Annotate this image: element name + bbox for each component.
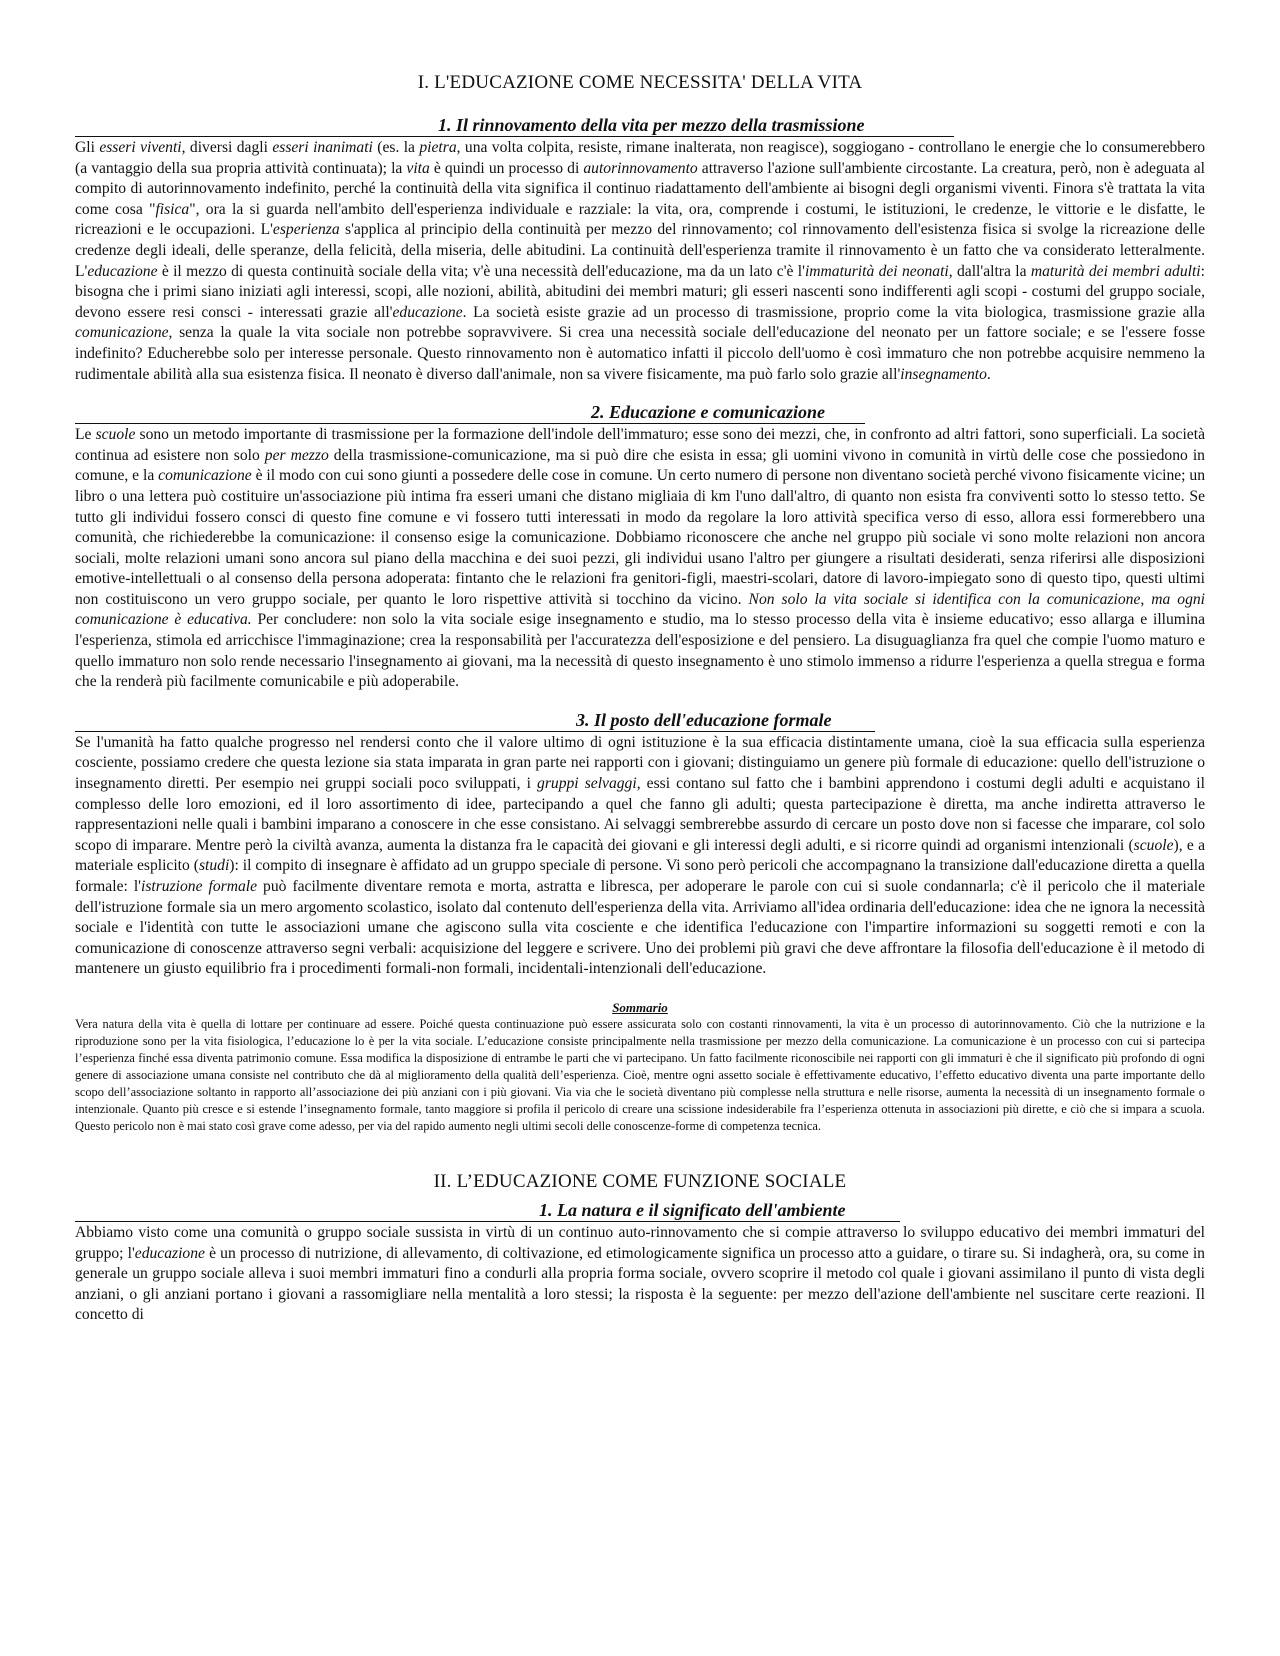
text-run: può facilmente diventare remota e morta, astratta e libresca, per adoperare le parole con cui si suole condannarla; c'è il pericolo che il materiale dell'istruzione formale sia un mero argomento scolastico, isolato dal contenuto dell'esperienza della vita. Arriviamo all'idea ordinaria dell'educazione: idea che ne ignora la necessità sociale e l'identità con tutte le associazioni umane che agiscono sulla vita cosciente e che identifica l'educazione con l'impartire informazioni su soggetti remoti e con la comunicazione di conoscenze attraverso segni verbali: acquisizione del leggere e scrivere. Uno dei problemi più gravi che deve affrontare la filosofia dell'educazione è il metodo di mantenere un giusto equilibrio fra i procedimenti formali-non formali, incidentali-intenzionali dell'educazione.: [75, 878, 1205, 978]
italic-text-run: educazione: [134, 1244, 205, 1262]
chapter-title: II. L’EDUCAZIONE COME FUNZIONE SOCIALE: [433, 1170, 847, 1192]
chapter-title: I. L'EDUCAZIONE COME NECESSITA' DELLA VITA: [417, 72, 863, 93]
italic-text-run: autorinnovamento: [583, 159, 698, 177]
italic-text-run: scuole: [95, 426, 136, 444]
text-run: : bisogna che i primi siano iniziati agli interessi, scopi, alle nozioni, abilità, abitudini dei membri maturi; gli esseri nascenti sono indifferenti agli scopi - costumi del gruppo sociale, devono essere resi consci - interessati grazie all': [75, 262, 1205, 321]
summary-heading: Sommario: [612, 999, 668, 1015]
text-run: è il modo con cui sono giunti a possedere delle cose in comune. Un certo numero di persone non diventano società perché vivono fisicamente vicine; un libro o una lettera può costituire un'associazione più intima fra esseri umani che distano migliaia di km l'uno dall'altro, di quanto non esista fra conviventi sotto lo stesso tetto. Se tutto gli individui fossero consci di questo fine comune e vi fossero tutti interessati in modo da regolare la loro attività specifica verso di esso, allora essi formerebbero una comunità, che richiederebbe la comunicazione: il consenso esige la comunicazione. Dobbiamo riconoscere che anche nel gruppo più sociale vi sono molte relazioni non ancora sociali, molte relazioni umani sono ancora sul piano della macchina e dei suoi pezzi, gli individui usano l'altro per giungere a risultati desiderati, senza riferirsi alle disposizioni emotive-intellettuali o al consenso della persona adoperata: fintanto che le relazioni fra genitori-figli, maestri-scolari, datore di lavoro-impiegato sono di questo tipo, questi ultimi non costituiscono un vero gruppo sociale, per quanto le loro rispettive attività si tocchino da vicino.: [75, 467, 1205, 608]
italic-text-run: studi: [198, 857, 230, 875]
italic-text-run: pietra: [419, 139, 457, 156]
italic-text-run: immaturità dei neonati: [804, 262, 949, 280]
text-run: ), e a materiale esplicito (: [75, 836, 1205, 875]
text-run: della trasmissione-comunicazione, ma si può dire che esista in essa; gli uomini vivono in comunità in virtù delle cose che possiedono in comune, e la: [75, 446, 1205, 485]
italic-text-run: scuole: [1133, 836, 1174, 854]
text-run: è il mezzo di questa continuità sociale della vita; v'è una necessità dell'educazione, ma da un lato c'è l': [157, 262, 805, 280]
text-run: . La società esiste grazie ad un processo di trasmissione, proprio come la vita biologica, trasmissione grazie alla: [462, 303, 1205, 321]
heading-underline: [75, 136, 954, 137]
italic-text-run: Non solo la vita sociale si identifica con la comunicazione, ma ogni comunicazione è educativa.: [75, 590, 1205, 629]
italic-text-run: educazione: [87, 262, 158, 280]
italic-text-run: maturità dei membri adulti: [1030, 262, 1201, 280]
section-paragraph: [75, 425, 1205, 693]
section-paragraph: [75, 138, 1205, 385]
section-paragraph: [75, 733, 1205, 980]
italic-text-run: esseri viventi: [99, 139, 182, 156]
heading-underline: [75, 731, 875, 732]
section-title: 3. Il posto dell'educazione formale: [576, 709, 832, 730]
heading-underline: [75, 423, 865, 424]
text-run: .: [986, 365, 991, 383]
text-run: (es. la: [372, 139, 420, 156]
text-run: Abbiamo visto come una comunità o gruppo sociale sussista in virtù di un continuo auto-rinnovamento che si compie attraverso lo sviluppo educativo dei membri immaturi del gruppo; l': [75, 1223, 1205, 1262]
text-run: ", ora la si guarda nell'ambito dell'esperienza individuale e razziale: la vita, ora, comprende i costumi, le istituzioni, le credenze, le vittorie e le disfatte, le ricreazioni e le occupazioni. L': [75, 200, 1205, 239]
text-run: è un processo di nutrizione, di allevamento, di coltivazione, ed etimologicamente significa un processo atto a guidare, o tirare su. Si indagherà, ora, su come in generale un gruppo sociale alleva i suoi membri immaturi fino a condurli alla propria forma sociale, ovvero scoprire il metodo col quale i giovani assimilano il punto di vista degli anziani, o gli anziani portano i giovani a rassomigliare nella mentalità a loro stessi; la risposta è la seguente: per mezzo dell'azione dell'ambiente nel suscitare certe reazioni. Il concetto di: [75, 1244, 1205, 1324]
section-title: 2. Educazione e comunicazione: [591, 402, 826, 423]
italic-text-run: insegnamento: [900, 365, 987, 383]
text-run: Se l'umanità ha fatto qualche progresso nel rendersi conto che il valore ultimo di ogni istituzione è la sua efficacia distintamente umana, cioè la sua efficacia sulla esperienza cosciente, possiamo credere che questa lezione sia stata imparata in gran parte nei rapporti con i giovani; distinguiamo un genere più formale di educazione: quello dell'istruzione o insegnamento diretti. Per esempio nei gruppi sociali poco sviluppati, i: [75, 733, 1205, 793]
italic-text-run: per mezzo: [264, 446, 329, 464]
text-run: , essi contano sul fatto che i bambini apprendono i costumi degli adulti e acquistano il complesso delle loro emozioni, ed il loro assortimento di idee, partecipando a quel che fanno gli adulti; questa partecipazione è diretta, ma anche indiretta attraverso le rappresentazioni nelle quali i bambini imparano a conoscere in che esse consistano. Ai selvaggi sembrerebbe assurdo di cercare un posto dove non si facesse che imparare, col solo scopo di imparare. Mentre però la civiltà avanza, aumenta la distanza fra le capacità dei giovani e gli interessi degli adulti, e si ricorre quindi ad organismi intenzionali (: [75, 775, 1205, 854]
italic-text-run: comunicazione: [75, 324, 169, 342]
section-heading: [75, 711, 1205, 733]
italic-text-run: istruzione formale: [140, 878, 258, 895]
section-heading: [75, 116, 1205, 138]
italic-text-run: esseri inanimati: [272, 139, 373, 156]
italic-text-run: gruppi selvaggi: [537, 775, 637, 793]
section-heading: [75, 1201, 1205, 1223]
text-run: sono un metodo importante di trasmissione per la formazione dell'indole dell'immaturo; esse sono dei mezzi, che, in confronto ad altri fattori, sono superficiali. La società continua ad esistere non solo: [75, 426, 1205, 464]
italic-text-run: comunicazione: [158, 467, 252, 485]
text-run: , una volta colpita, resiste, rimane inalterata, non reagisce), soggiogano - controllano le energie che lo consumerebbero (a vantaggio della sua propria attività continuata); la: [75, 139, 1205, 177]
italic-text-run: esperienza: [272, 221, 340, 239]
text-run: Gli: [75, 139, 100, 156]
section-title: 1. Il rinnovamento della vita per mezzo della trasmissione: [438, 115, 865, 135]
text-run: Per concludere: non solo la vita sociale esige insegnamento e studio, ma lo stesso processo della vita è insieme educativo; esso allarga e illumina l'esperienza, stimola ed arricchisce l'immaginazione; crea la responsabilità per l'accuratezza dell'esposizione e del pensiero. La disuguaglianza fra quel che compie l'uomo maturo e quello immaturo non solo rende necessario l'insegnamento ai giovani, ma la necessità di questo insegnamento è uno stimolo immenso a ridurre l'esperienza a quella stregua e forma che la renderà più facilmente comunicabile e più adoperabile.: [75, 611, 1205, 691]
italic-text-run: fisica: [155, 200, 190, 218]
italic-text-run: educazione: [392, 303, 463, 321]
text-run: , diversi dagli: [181, 139, 273, 156]
text-run: attraverso l'azione sull'ambiente circostante. La creatura, però, non è adeguata al compito di autorinnovamento indefinito, perché la continuità della vita significa il continuo riadattamento dell'ambiente ai bisogni degli organismi viventi. Finora s'è trattata la vita come cosa ": [75, 159, 1205, 218]
text-run: è quindi un processo di: [429, 159, 584, 177]
heading-underline: [75, 1221, 900, 1222]
section-paragraph: [75, 1223, 1205, 1326]
text-run: s'applica al principio della continuità per mezzo del rinnovamento; col rinnovamento dell'esistenza fisica si svolge la ricreazione delle credenze degli ideali, delle speranze, della felicità, della miseria, delle abitudini. La continuità dell'esperienza tramite il rinnovamento è un fatto che va considerato letteralmente. L': [75, 221, 1205, 280]
text-run: , senza la quale la vita sociale non potrebbe sopravvivere. Si crea una necessità sociale dell'educazione del neonato per un fattore sociale; e se l'essere fosse indefinito? Educherebbe solo per interesse personale. Questo rinnovamento non è automatico infatti il piccolo dell'uomo è così immaturo che non potrebbe acquisire nemmeno la rudimentale abilità alla sua esistenza fisica. Il neonato è diverso dall'animale, non sa vivere fisicamente, ma può farlo solo grazie all': [75, 324, 1205, 383]
section-title: 1. La natura e il significato dell'ambiente: [539, 1199, 846, 1220]
text-run: Le: [75, 426, 96, 444]
text-run: , dall'altra la: [948, 262, 1031, 280]
section-heading: [75, 403, 1205, 425]
summary-paragraph: Vera natura della vita è quella di lottare per continuare ad essere. Poiché questa continuazione può essere assicurata solo con costanti rinnovamenti, la vita è un processo di autorinnovamento. Ciò che la nutrizione e la riproduzione sono per la vita fisiologica, l’educazione lo è per la vita sociale. L’educazione consiste principalmente nella trasmissione per mezzo della comunicazione. La comunicazione è un processo con cui si partecipa l’esperienza finché essa diventa patrimonio comune. Essa modifica la disposizione di entrambe le parti che vi partecipano. Un fatto facilmente riconoscibile nei rapporti con gli immaturi è che il significato più profondo di ogni genere di associazione umana consiste nel contributo che dà al miglioramento della qualità dell’esperienza. Cioè, mentre ogni assetto sociale è effettivamente educativo, l’effetto educativo diventa una parte importante dello scopo dell’associazione soltanto in rapporto all’associazione dei più anziani con i più giovani. Via via che le società diventano più complesse nella struttura e nelle risorse, aumenta la necessità di un insegnamento formale o intenzionale. Quanto più cresce e si estende l’insegnamento formale, tanto maggiore si profila il pericolo di creare una scissione indesiderabile fra l’esperienza ottenuta in associazioni più dirette, e ciò che si impara a scuola. Questo pericolo non è mai stato così grave come adesso, per via del rapido aumento negli ultimi secoli delle conoscenze-forme di competenza tecnica.: [75, 1016, 1205, 1133]
italic-text-run: vita: [406, 159, 430, 177]
text-run: ): il compito di insegnare è affidato ad un gruppo speciale di persone. Vi sono però pericoli che accompagnano la transizione dall'educazione diretta a quella formale: l': [75, 857, 1205, 895]
